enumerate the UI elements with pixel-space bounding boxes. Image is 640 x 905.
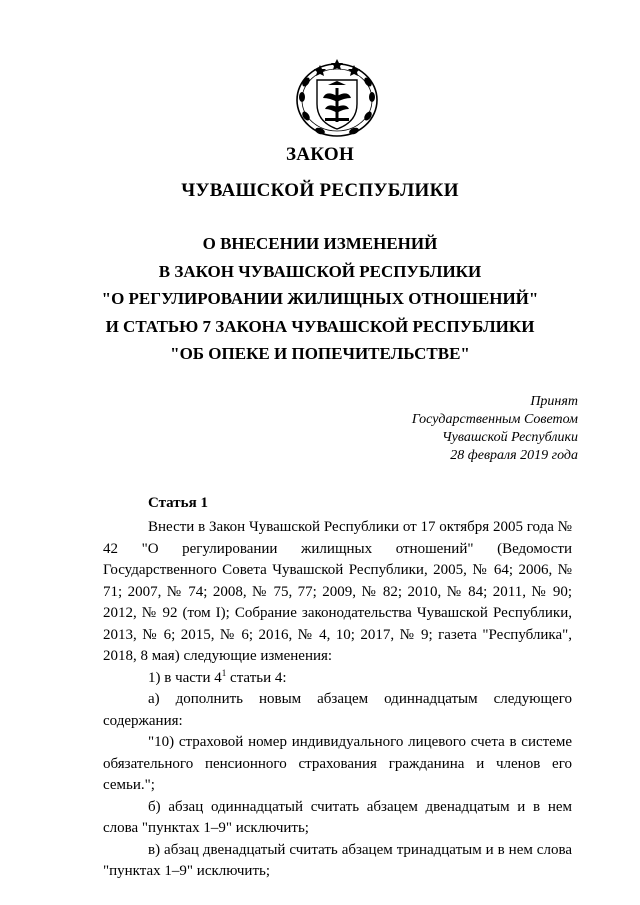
article-body [103,517,572,883]
law-title: ЗАКОН [285,144,355,165]
paragraph: "10) страховой номер индивидуального лицевого счета в системе обязательного пенсионного страхования гражданина и членов его семьи."; [103,734,572,793]
subtitle-line: "ОБ ОПЕКЕ И ПОПЕЧИТЕЛЬСТВЕ" [170,344,470,363]
superscript-index: 1 [221,667,227,678]
adoption-note-line: Чувашской Республики [442,430,578,445]
paragraph: 1) в части $4^1$ статьи 4: [148,667,287,686]
subtitle-line: И СТАТЬЮ 7 ЗАКОНА ЧУВАШСКОЙ РЕСПУБЛИКИ [105,316,535,336]
subtitle-line: О ВНЕСЕНИИ ИЗМЕНЕНИЙ [202,234,438,253]
paragraph: а) дополнить новым абзацем одиннадцатым следующего содержания: [103,691,572,729]
article-heading: Статья 1 [148,495,208,511]
paragraph: Внести в Закон Чувашской Республики от 17 октября 2005 года № 42 "О регулировании жилищных отношений" (Ведомости Государственного Совета Чувашской Республики, 2005, № 64; 2006, № 71; 2007, № 74; 2008, № 75, 77; 2009, № 82; 2010, № 84; 2011, № 90; 2012, № 92 (том I); Собрание законодательства Чувашской Республики, 2013, № 6; 2015, № 6; 2016, № 4, 10; 2017, № 9; газета "Республика", 2018, 8 мая) следующие изменения: [103,519,572,664]
law-republic-title: ЧУВАШСКОЙ РЕСПУБЛИКИ [181,180,459,201]
law-subtitle [0,230,640,368]
paragraph: в) абзац двенадцатый считать абзацем тринадцатым и в нем слова "пунктах 1–9" исключить; [103,841,572,879]
paragraph: б) абзац одиннадцатый считать абзацем двенадцатым и в нем слова "пунктах 1–9" исключить; [103,798,572,836]
subtitle-line: "О РЕГУЛИРОВАНИИ ЖИЛИЩНЫХ ОТНОШЕНИЙ" [101,289,539,308]
adoption-note-line: Государственным Советом [411,412,578,427]
adoption-date: 28 февраля 2019 года [450,448,578,463]
adoption-note-line: Принят [530,394,578,409]
adoption-note [338,393,578,465]
chuvash-coat-of-arms-emblem [292,52,382,140]
subtitle-line: В ЗАКОН ЧУВАШСКОЙ РЕСПУБЛИКИ [158,261,482,281]
